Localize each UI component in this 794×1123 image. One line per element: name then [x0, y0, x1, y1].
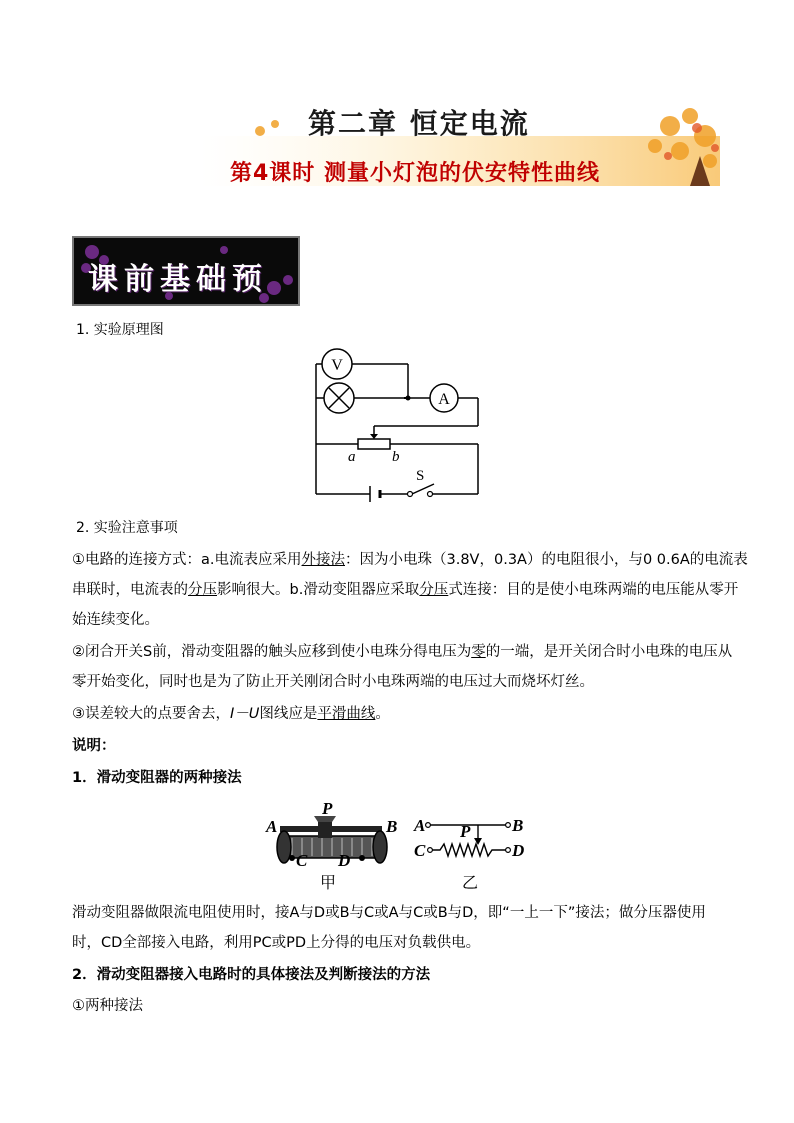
- terminal-a-label: a: [348, 449, 356, 465]
- fig-yi-D: D: [512, 841, 525, 860]
- fig-jia-B: B: [386, 817, 398, 836]
- heading-1: 1．滑动变阻器的两种接法: [72, 770, 242, 786]
- item-two-methods: ①两种接法: [72, 998, 143, 1014]
- header-banner: [200, 96, 730, 196]
- note-2-line-2: 零开始变化，同时也是为了防止开关刚闭合时小电珠两端的电压过大而烧坏灯丝。: [72, 674, 594, 690]
- fig-yi-caption: 乙: [462, 873, 479, 892]
- switch-label: S: [416, 468, 425, 484]
- fig-yi-B: B: [512, 816, 524, 835]
- note-1-line-1: ①电路的连接方式：a.电流表应采用外接法：因为小电珠（3.8V，0.3A）的电阻很小，与0 0.6A的电流表: [72, 552, 748, 568]
- rheostat-figure: [262, 798, 532, 894]
- fig-yi-A: A: [414, 816, 426, 835]
- lesson-title: 第4课时 测量小灯泡的伏安特性曲线: [230, 161, 600, 186]
- note-2-line-1: ②闭合开关S前，滑动变阻器的触头应移到使小电珠分得电压为零的一端，是开关闭合时小电珠的电压从: [72, 644, 733, 660]
- circuit-diagram: [300, 346, 500, 502]
- chapter-title: 第二章 恒定电流: [308, 107, 530, 140]
- fig-jia-P: P: [322, 799, 333, 818]
- item-1-heading: 1. 实验原理图: [76, 322, 164, 338]
- fig-jia-C: C: [296, 851, 308, 870]
- fig-yi-C: C: [414, 841, 426, 860]
- heading-2: 2．滑动变阻器接入电路时的具体接法及判断接法的方法: [72, 967, 431, 983]
- note-3: ③误差较大的点要舍去，I－U图线应是平滑曲线。: [72, 706, 390, 722]
- voltmeter-label: V: [331, 357, 343, 374]
- ammeter-label: A: [438, 391, 450, 408]
- rheostat-physical-icon: [277, 816, 387, 863]
- section-badge: [72, 236, 300, 306]
- fig-yi-P: P: [460, 822, 471, 841]
- fig-jia-A: A: [266, 817, 278, 836]
- note-1-line-2: 串联时，电流表的分压影响很大。b.滑动变阻器应采取分压式连接：目的是使小电珠两端的电压能从零开: [72, 582, 739, 598]
- note-1-line-3: 始连续变化。: [72, 612, 159, 628]
- section-badge-label: 课前基础预: [88, 262, 268, 297]
- fig-jia-caption: 甲: [320, 873, 337, 892]
- explain-label: 说明：: [72, 738, 116, 754]
- fig-jia-D: D: [338, 851, 351, 870]
- para-rheostat-line-1: 滑动变阻器做限流电阻使用时，接A与D或B与C或A与C或B与D，即“一上一下”接法；做分压器使用: [72, 905, 706, 921]
- item-2-heading: 2. 实验注意事项: [76, 520, 178, 536]
- terminal-b-label: b: [392, 449, 400, 465]
- para-rheostat-line-2: 时，CD全部接入电路，利用PC或PD上分得的电压对负载供电。: [72, 935, 481, 951]
